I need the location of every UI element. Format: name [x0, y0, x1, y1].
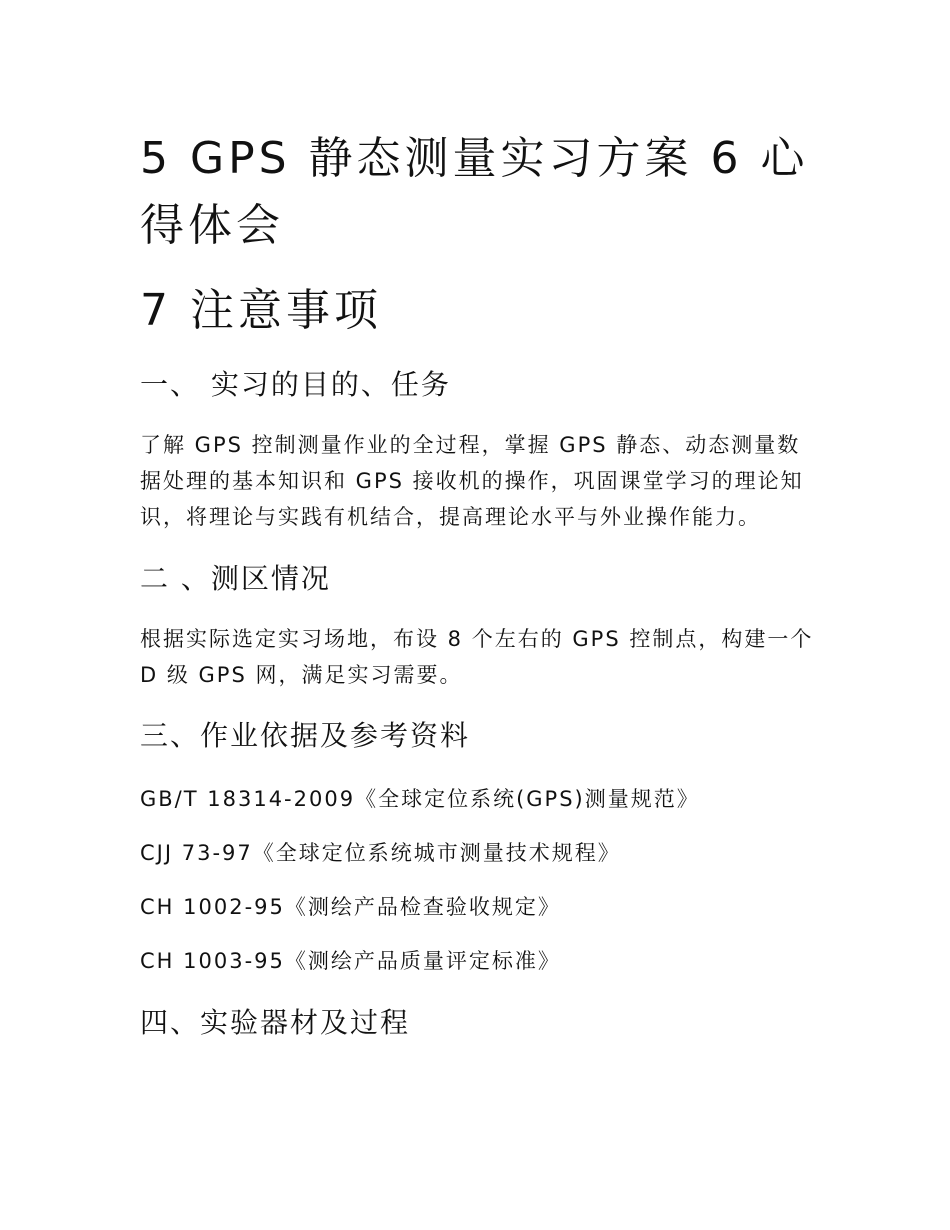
reference-item: CH 1003-95《测绘产品质量评定标准》: [140, 949, 561, 973]
section-text-survey-area: 根据实际选定实习场地，布设 8 个左右的 GPS 控制点，构建一个 D 级 GPS 网，满足实习需要。: [140, 627, 814, 687]
reference-item: CJJ 73-97《全球定位系统城市测量技术规程》: [140, 841, 621, 865]
document-content: [140, 125, 820, 1043]
section-heading-survey-area: 二 、测区情况: [140, 562, 331, 595]
document-subtitle: 7 注意事项: [140, 285, 382, 336]
reference-item: GB/T 18314-2009《全球定位系统(GPS)测量规范》: [140, 787, 700, 811]
document-title: 5 GPS 静态测量实习方案 6 心得体会: [140, 133, 809, 251]
section-heading-purpose: 一、 实习的目的、任务: [140, 368, 451, 401]
section-text-purpose: 了解 GPS 控制测量作业的全过程，掌握 GPS 静态、动态测量数据处理的基本知识和 GPS 接收机的操作，巩固课堂学习的理论知识，将理论与实践有机结合，提高理论水平与外业操作能力。: [140, 433, 804, 529]
section-heading-equipment: 四、实验器材及过程: [140, 1006, 411, 1039]
reference-list: [140, 784, 820, 976]
section-heading-references: 三、作业依据及参考资料: [140, 719, 471, 752]
reference-item: CH 1002-95《测绘产品检查验收规定》: [140, 895, 561, 919]
